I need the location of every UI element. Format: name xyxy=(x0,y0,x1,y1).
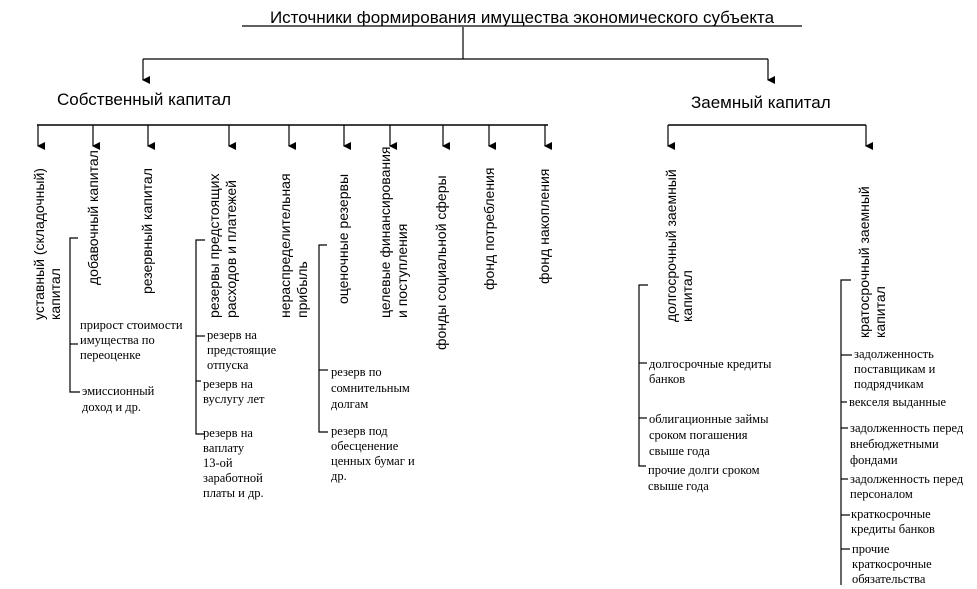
column-short-term-debt: кратосрочный заемный капитал xyxy=(856,186,888,338)
list-item: краткосрочные кредиты банков xyxy=(851,507,935,536)
list-item: эмиссионный доход и др. xyxy=(82,384,155,414)
list-item: прирост стоимости имущества по переоценке xyxy=(80,318,183,362)
long-term-debt-items xyxy=(648,357,775,493)
own-capital-label: Собственный капитал xyxy=(57,90,232,109)
column-accumulation-fund: фонд накопления xyxy=(536,168,552,284)
list-item: задолженность перед персоналом xyxy=(850,472,964,501)
list-item: резерв по сомнительным долгам xyxy=(331,365,410,411)
column-additional-capital: добавочный капитал xyxy=(85,150,101,285)
column-charter-capital: уставный (складочный) капитал xyxy=(31,168,63,320)
diagram-title: Источники формирования имущества экономического субъекта xyxy=(269,8,775,27)
own-capital-branches xyxy=(37,125,548,146)
column-social-funds: фонды социальной сферы xyxy=(433,175,449,350)
column-long-term-debt: долгосрочный заемный капитал xyxy=(663,169,695,322)
list-item: резерв на предстоящие отпуска xyxy=(207,328,277,372)
top-connectors xyxy=(143,27,768,80)
column-valuation-reserves: оценочные резервы xyxy=(335,173,351,304)
column-reserve-capital: резервный капитал xyxy=(139,168,155,294)
list-item: облигационные займы сроком погашения свыше года xyxy=(649,412,769,458)
list-item: резерв под обесценение ценных бумаг и др. xyxy=(331,424,415,483)
list-item: резерв на вaплату 13-ой заработной платы и др. xyxy=(203,426,264,500)
column-consumption-fund: фонд потребления xyxy=(481,167,497,290)
borrowed-capital-branches xyxy=(668,125,866,146)
list-item: прочие долги сроком свыше года xyxy=(648,463,760,493)
additional-capital-items xyxy=(80,318,186,414)
list-item: прочие краткосрочные обязательства xyxy=(852,542,932,586)
borrowed-capital-label: Заемный капитал xyxy=(691,93,831,112)
borrowed-capital-columns xyxy=(663,165,888,338)
column-retained-earnings: нераспределительная прибыль xyxy=(277,173,310,318)
list-item: задолженность перед внебюджетными фондами xyxy=(850,421,964,467)
short-term-debt-items xyxy=(849,347,966,586)
list-item: долгосрочные кредиты банков xyxy=(649,357,772,386)
valuation-reserve-items xyxy=(331,365,418,483)
column-future-expense-reserves: резервы предстоящих расходов и платежей xyxy=(206,173,239,318)
future-expense-reserve-items xyxy=(203,328,279,500)
list-item: резерв на вуслугу лет xyxy=(203,377,265,406)
column-targeted-funding: целевые финансирования и поступления xyxy=(377,146,410,318)
list-item: задолженность поставщикам и подрядчикам xyxy=(854,347,936,391)
list-item: векселя выданные xyxy=(849,395,947,409)
